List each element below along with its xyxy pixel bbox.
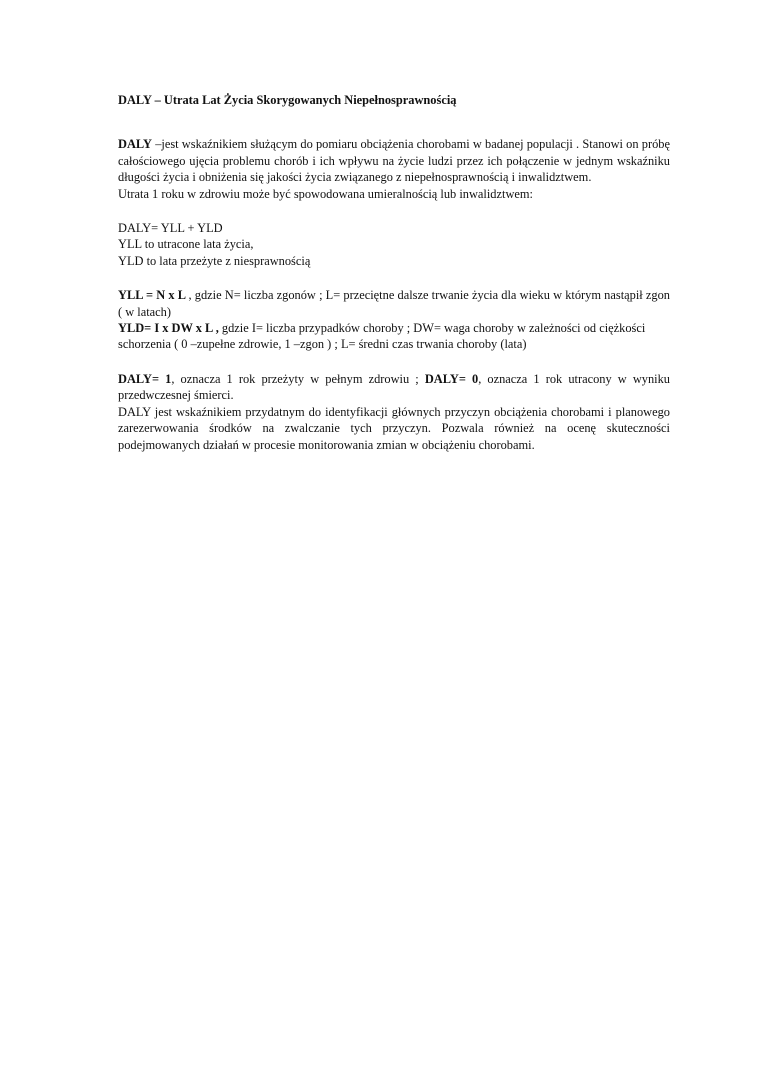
formula-line-1: DALY= YLL + YLD [118,221,223,236]
daly-values-paragraph [118,371,670,404]
spacer [118,202,670,220]
document-title: DALY – Utrata Lat Życia Skorygowanych Niepełnosprawnością [118,93,457,107]
formula-line-3: YLD to lata przeżyte z niesprawnością [118,253,311,268]
yll-text: , gdzie N= liczba zgonów ; L= przeciętne dalsze trwanie życia dla wieku w którym nastąpił zgon ( w latach) [118,288,670,319]
yll-paragraph [118,287,670,320]
closing-paragraph: DALY jest wskaźnikiem przydatnym do identyfikacji głównych przyczyn obciążenia chorobami i planowego zarezerwowania środków na zwalczanie tych przyczyn. Pozwala również na ocenę skuteczności podejmowanych działań w procesie monitorowania zmian w obciążeniu chorobami. [118,404,670,452]
intro-text: –jest wskaźnikiem służącym do pomiaru obciążenia chorobami w badanej populacji . Stanowi on próbę całościowego ujęcia problemu chorób i ich wpływu na życie ludzi przez ich połączenie w jednym wskaźniku długości życia i obniżenia się jakości życia związanego z niepełnosprawnością i inwalidztwem. [118,137,670,185]
intro-line-2: Utrata 1 roku w zdrowiu może być spowodowana umieralnością lub inwalidztwem: [118,186,533,201]
yll-formula: YLL = N x L [118,288,189,303]
spacer [118,269,670,287]
formula-line-2: YLL to utracone lata życia, [118,237,254,252]
daly-value-1-text: , oznacza 1 rok przeżyty w pełnym zdrowiu ; [171,371,425,386]
daly-value-1-term: DALY= 1 [118,371,172,386]
yld-formula: YLD= I x DW x L , [118,321,219,336]
intro-term: DALY [118,137,152,152]
spacer [118,108,670,136]
yld-text: gdzie I= liczba przypadków choroby ; DW= waga choroby w zależności od ciężkości schorzenia ( 0 –zupełne zdrowie, 1 –zgon ) ; L= średni czas trwania choroby (lata) [118,321,646,352]
document-content [118,92,670,453]
spacer [118,353,670,371]
yld-paragraph [118,320,670,353]
daly-value-0-term: DALY= 0 [424,371,479,386]
intro-paragraph [118,136,670,185]
daly-value-0-text: , oznacza 1 rok utracony w wyniku przedwczesnej śmierci. [118,371,671,403]
